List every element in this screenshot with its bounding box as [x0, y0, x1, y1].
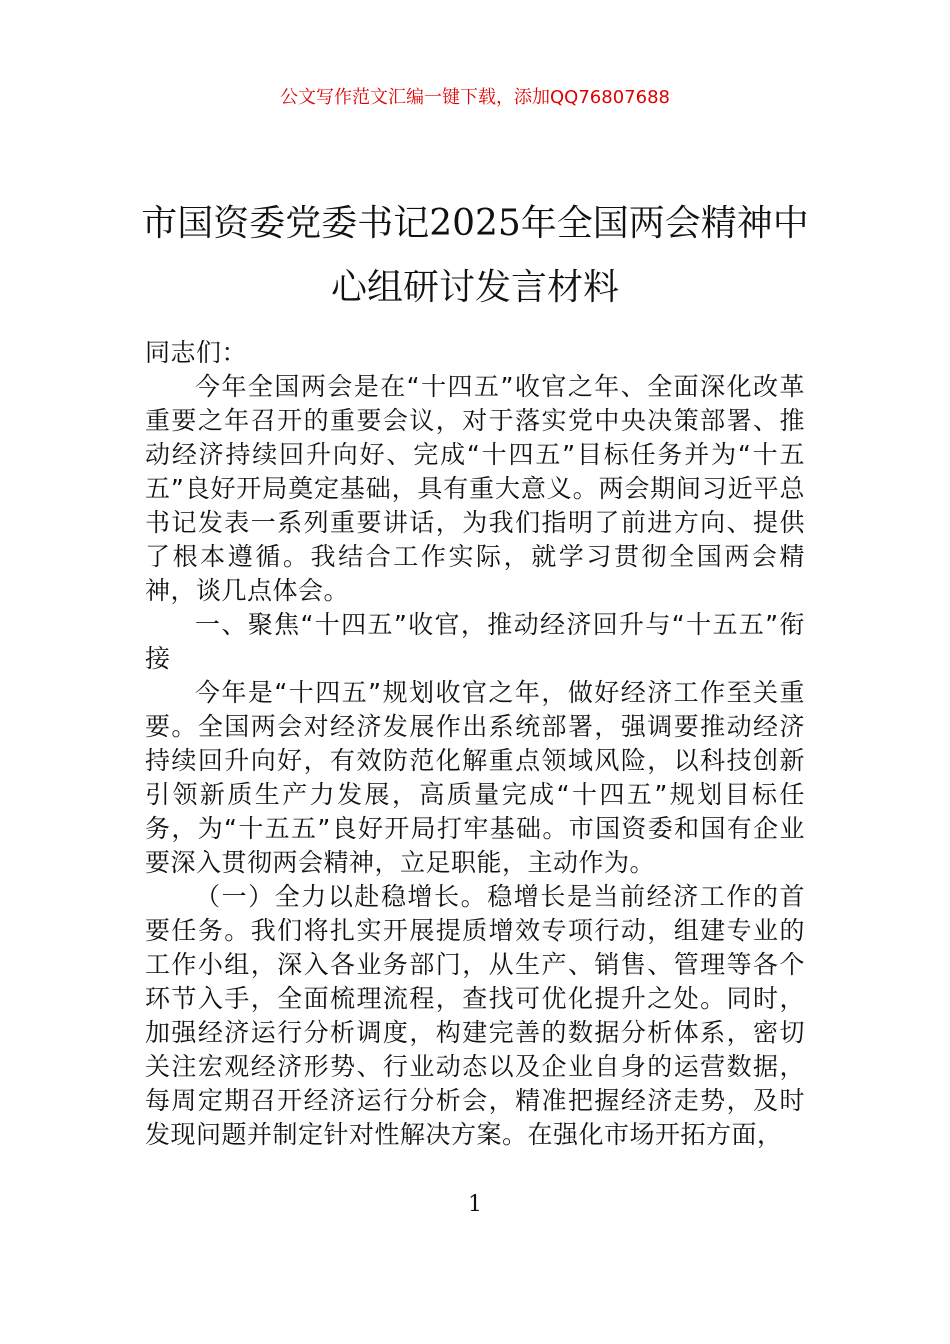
paragraph-section-1: 今年是“十四五”规划收官之年，做好经济工作至关重要。全国两会对经济发展作出系统部署，强调要推动经济持续回升向好，有效防范化解重点领域风险，以科技创新引领新质生产力发展，高质量完成“十四五”规划目标任务，为“十五五”良好开局打牢基础。市国资委和国有企业要深入贯彻两会精神，立足职能，主动作为。 — [145, 678, 805, 877]
paragraph-subsection-1: （一）全力以赴稳增长。稳增长是当前经济工作的首要任务。我们将扎实开展提质增效专项行动，组建专业的工作小组，深入各业务部门，从生产、销售、管理等各个环节入手，全面梳理流程，查找可优化提升之处。同时，加强经济运行分析调度，构建完善的数据分析体系，密切关注宏观经济形势、行业动态以及企业自身的运营数据，每周定期召开经济运行分析会，精准把握经济走势，及时发现问题并制定针对性解决方案。在强化市场开拓方面， — [145, 882, 805, 1149]
header-note: 公文写作范文汇编一键下载，添加QQ76807688 — [280, 87, 670, 108]
document-title — [110, 192, 840, 320]
title-line-1: 市国资委党委书记2025年全国两会精神中 — [141, 203, 809, 245]
paragraph-intro: 今年全国两会是在“十四五”收官之年、全面深化改革重要之年召开的重要会议，对于落实党中央决策部署、推动经济持续回升向好、完成“十四五”目标任务并为“十五五”良好开局奠定基础，具有重大意义。两会期间习近平总书记发表一系列重要讲话，为我们指明了前进方向、提供了根本遵循。我结合工作实际，就学习贯彻全国两会精神，谈几点体会。 — [145, 372, 805, 605]
title-line-2: 心组研讨发言材料 — [330, 267, 619, 309]
page-number: 1 — [468, 1192, 482, 1217]
salutation: 同志们： — [145, 338, 248, 367]
document-body — [145, 336, 805, 1152]
section-heading-1: 一、聚焦“十四五”收官，推动经济回升与“十五五”衔接 — [145, 610, 805, 673]
